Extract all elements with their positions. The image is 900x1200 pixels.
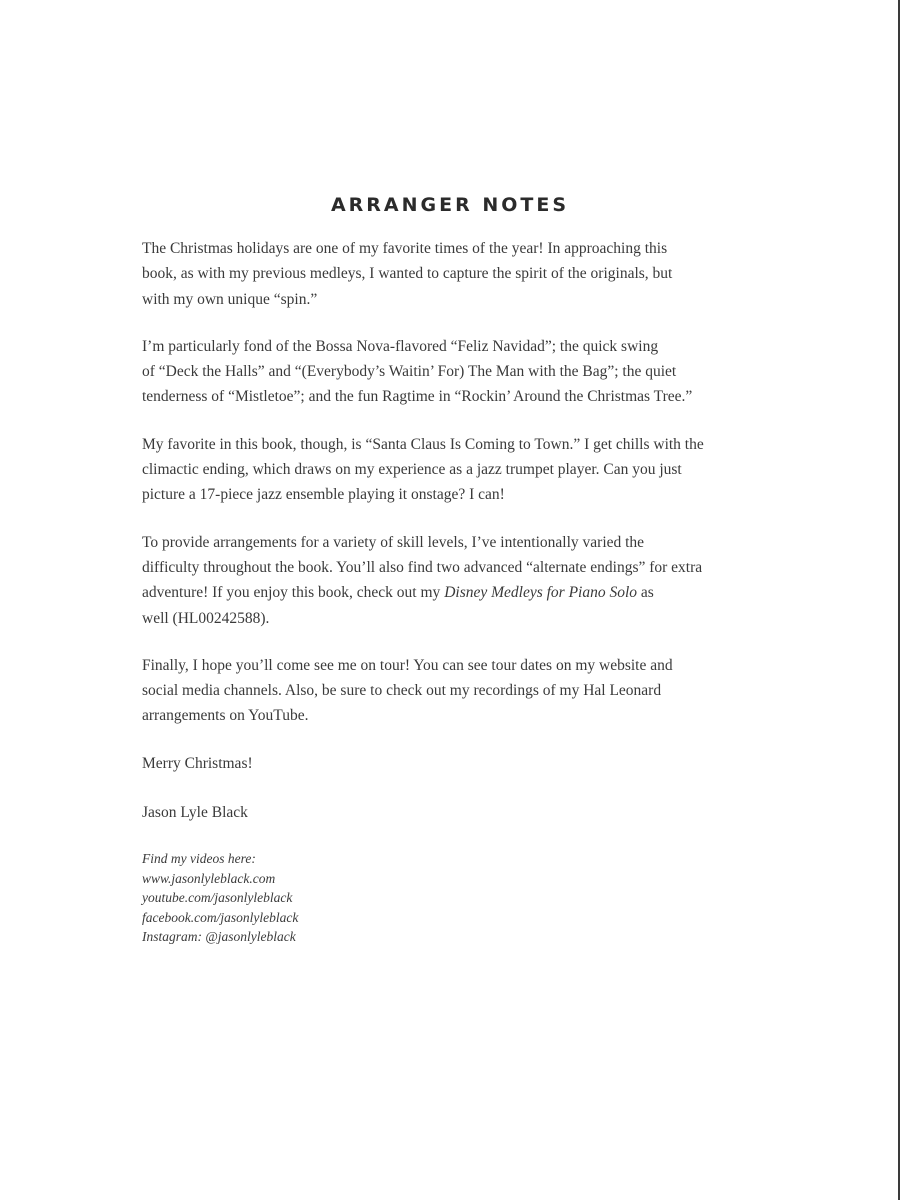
paragraph-santa-claus xyxy=(142,432,762,508)
text-line: tenderness of “Mistletoe”; and the fun Ragtime in “Rockin’ Around the Christmas Tree.” xyxy=(142,388,693,406)
text-line: picture a 17-piece jazz ensemble playing it onstage? I can! xyxy=(142,486,505,504)
text-line xyxy=(142,580,762,605)
notes-body xyxy=(142,236,762,947)
youtube-link[interactable]: youtube.com/jasonlyleblack xyxy=(142,890,293,906)
closing-line: Merry Christmas! xyxy=(142,754,253,772)
text-line: climactic ending, which draws on my experience as a jazz trumpet player. Can you just xyxy=(142,461,682,479)
signature: Jason Lyle Black xyxy=(142,804,248,822)
text-segment: adventure! If you enjoy this book, check out my xyxy=(142,584,445,602)
text-line: Finally, I hope you’ll come see me on tour! You can see tour dates on my website and xyxy=(142,656,673,674)
links-heading: Find my videos here: xyxy=(142,851,256,867)
text-line: arrangements on YouTube. xyxy=(142,707,309,725)
text-line: I’m particularly fond of the Bossa Nova-flavored “Feliz Navidad”; the quick swing xyxy=(142,337,659,355)
text-line: of “Deck the Halls” and “(Everybody’s Waitin’ For) The Man with the Bag”; the quiet xyxy=(142,363,677,381)
book-title-reference: Disney Medleys for Piano Solo xyxy=(444,584,638,602)
text-line: book, as with my previous medleys, I wanted to capture the spirit of the originals, but xyxy=(142,265,673,283)
paragraph-skill-levels xyxy=(142,530,762,631)
video-links xyxy=(142,849,762,947)
paragraph-favorites xyxy=(142,334,762,410)
text-line: My favorite in this book, though, is “Santa Claus Is Coming to Town.” I get chills with the xyxy=(142,435,704,453)
website-link[interactable]: www.jasonlyleblack.com xyxy=(142,870,276,886)
text-line: To provide arrangements for a variety of skill levels, I’ve intentionally varied the xyxy=(142,533,645,551)
instagram-link[interactable]: Instagram: @jasonlyleblack xyxy=(142,929,296,945)
text-line: social media channels. Also, be sure to check out my recordings of my Hal Leonard xyxy=(142,682,662,700)
text-segment: as xyxy=(637,584,654,602)
text-line: difficulty throughout the book. You’ll also find two advanced “alternate endings” for extra xyxy=(142,558,703,576)
text-line: The Christmas holidays are one of my favorite times of the year! In approaching this xyxy=(142,240,668,257)
text-line: with my own unique “spin.” xyxy=(142,290,318,308)
page-title: ARRANGER NOTES xyxy=(330,194,570,216)
text-line: well (HL00242588). xyxy=(142,609,270,627)
paragraph-tour xyxy=(142,653,762,729)
facebook-link[interactable]: facebook.com/jasonlyleblack xyxy=(142,909,299,925)
paragraph-intro xyxy=(142,236,762,312)
